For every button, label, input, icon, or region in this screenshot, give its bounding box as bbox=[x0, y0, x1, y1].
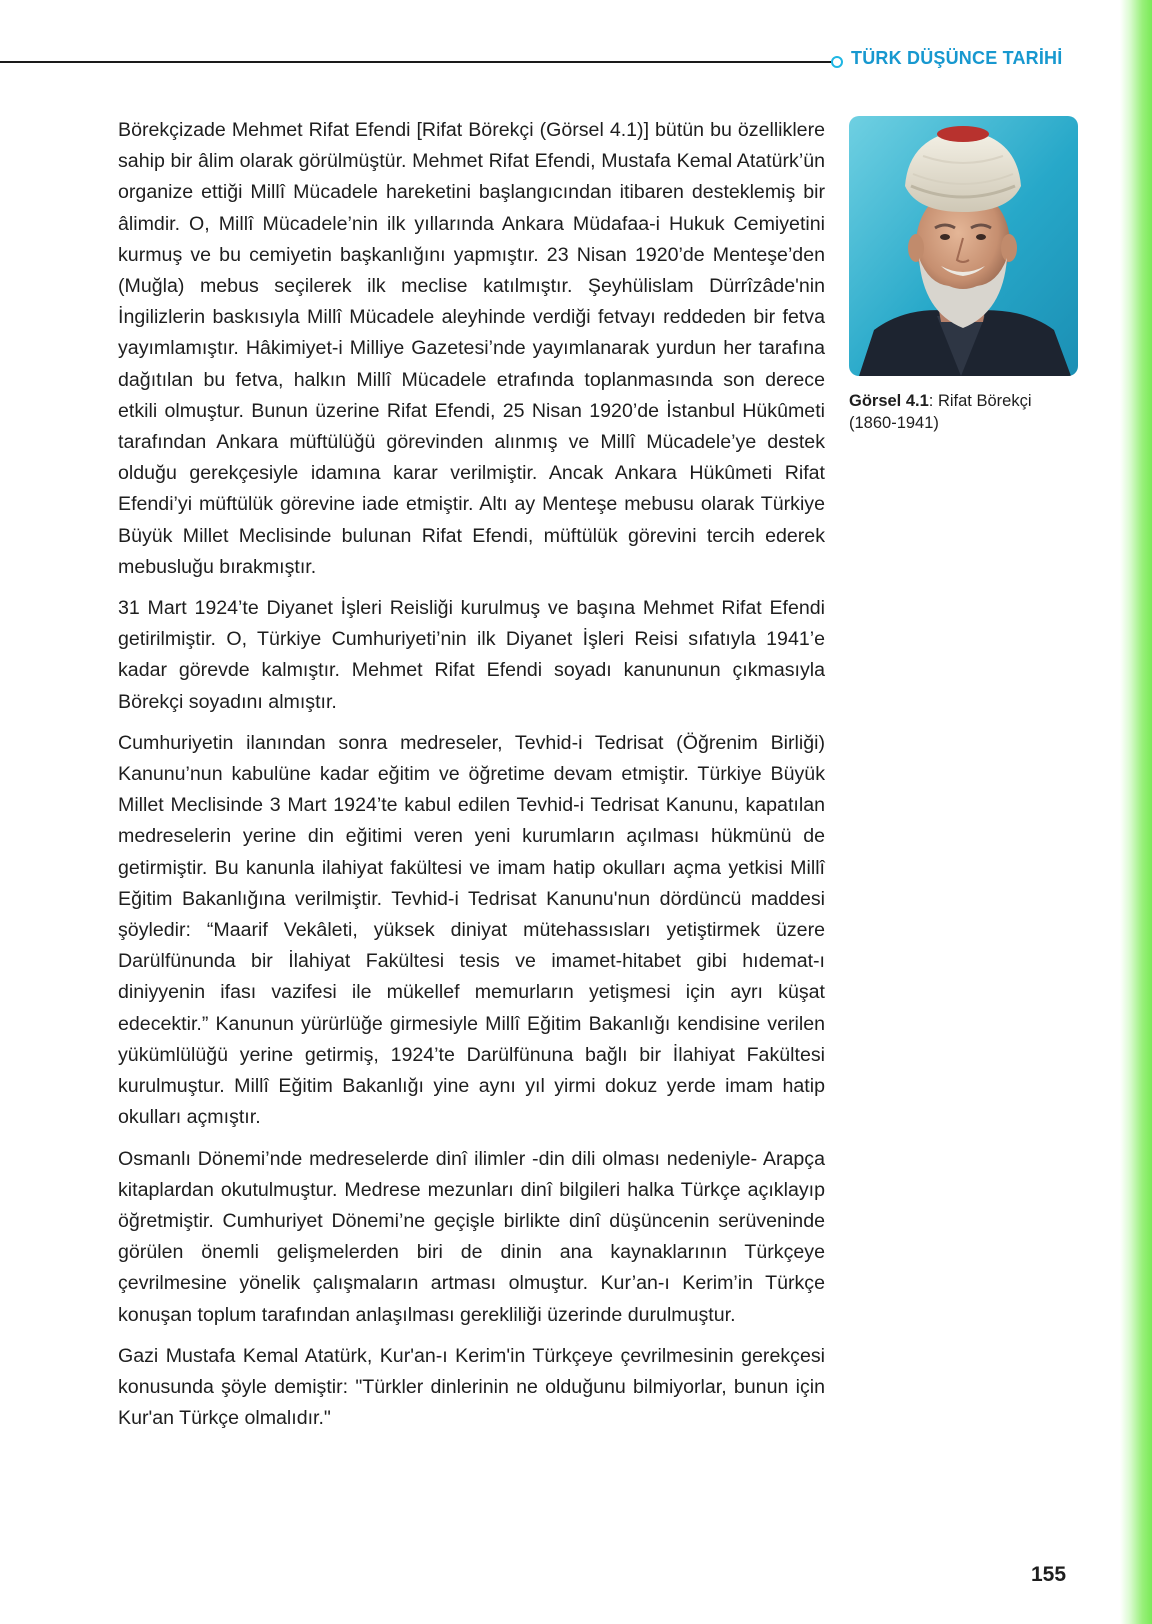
paragraph: Cumhuriyetin ilanından sonra medreseler, Tevhid-i Tedrisat (Öğrenim Birliği) Kanunu’nun kabulüne kadar eğitim ve öğretime devam etmiştir. Türkiye Büyük Millet Meclisinde 3 Mart 1924’te kabul edilen Tevhid-i Tedrisat Kanunu, kapatılan medreselerin yerine din eğitimi veren yeni kurumların açılması hükmünü de getirmiştir. Bu kanunla ilahiyat fakültesi ve imam hatip okulları açma yetkisi Millî Eğitim Bakanlığına verilmiştir. Tevhid-i Tedrisat Kanunu'nun dördüncü maddesi şöyledir: “Maarif Vekâleti, yüksek diniyat mütehassısları yetiştirmek üzere Darülfünunda bir İlahiyat Fakültesi tesis ve imamet-hitabet gibi hıdemat-ı diniyyenin ifası vazifesi ile mükellef memurların yetişmesi için ayrı küşat edecektir.” Kanunun yürürlüğe girmesiyle Millî Eğitim Bakanlığı kendisine verilen yükümlülüğü yerine getirmiş, 1924’te Darülfünuna bağlı bir İlahiyat Fakültesi kurulmuştur. Millî Eğitim Bakanlığı yine aynı yıl yirmi dokuz yerde imam hatip okulları açmıştır. bbox=[118, 731, 825, 1129]
page-edge-band bbox=[1120, 0, 1152, 1624]
portrait-photo bbox=[849, 116, 1078, 376]
paragraph: 31 Mart 1924’te Diyanet İşleri Reisliği kurulmuş ve başına Mehmet Rifat Efendi getirilmiştir. O, Türkiye Cumhuriyeti’nin ilk Diyanet İşleri Reisi sıfatıyla 1941’e kadar görevde kalmıştır. Mehmet Rifat Efendi soyadı kanununun çıkmasıyla Börekçi soyadını almıştır. bbox=[118, 597, 825, 713]
running-header-title: TÜRK DÜŞÜNCE TARİHİ bbox=[851, 48, 1063, 68]
paragraph: Osmanlı Dönemi’nde medreselerde dinî ilimler -din dili olması nedeniyle- Arapça kitaplardan okutulmuştur. Medrese mezunları dinî bilgileri halka Türkçe açıklayıp öğretmiştir. Cumhuriyet Dönemi’ne geçişle birlikte dinî düşüncenin serüveninde görülen önemli gelişmelerden biri de dinin ana kaynaklarının Türkçeye çevrilmesine yönelik çalışmaların artması olmuştur. Kur’an-ı Kerim’in Türkçe konuşan toplum tarafından anlaşılması gerekliliği üzerinde durulmuştur. bbox=[118, 1147, 825, 1326]
figure-caption-text: : Rifat Börekçi (1860-1941) bbox=[849, 392, 1032, 432]
figure-rifat-borekci bbox=[849, 116, 1078, 434]
body-text bbox=[118, 115, 825, 1444]
header-bullet-icon bbox=[831, 56, 843, 68]
figure-caption bbox=[849, 390, 1078, 434]
paragraph: Börekçizade Mehmet Rifat Efendi [Rifat Börekçi (Görsel 4.1)] bütün bu özelliklere sahip bir âlim olarak görülmüştür. Mehmet Rifat Efendi, Mustafa Kemal Atatürk’ün organize ettiği Millî Mücadele hareketini başlangıcından itibaren desteklemiş bir âlimdir. O, Millî Mücadele’nin ilk yıllarında Ankara Müdafaa-i Hukuk Cemiyetini kurmuş ve bu cemiyetin başkanlığını yapmıştır. 23 Nisan 1920’de Menteşe’den (Muğla) mebus seçilerek ilk meclise katılmıştır. Şeyhülislam Dürrîzâde'nin İngilizlerin baskısıyla Millî Mücadele aleyhinde verdiği fetvayı reddeden bir fetva yayımlamıştır. Hâkimiyet-i Milliye Gazetesi’nde yayımlanarak yurdun her tarafına dağıtılan bu fetva, halkın Millî Mücadele etrafında toplanmasında son derece etkili olmuştur. Bunun üzerine Rifat Efendi, 25 Nisan 1920’de İstanbul Hükûmeti tarafından Ankara müftülüğü görevinden alınmış ve Millî Mücadele’ye destek olduğu gerekçesiyle idamına karar verilmiştir. Ancak Ankara Hükûmeti Rifat Efendi’yi müftülük görevine iade etmiştir. Altı ay Menteşe mebusu olarak Türkiye Büyük Millet Meclisinde bulunan Rifat Efendi, müftülük görevini tercih ederek mebusluğu bırakmıştır. bbox=[118, 119, 825, 578]
figure-caption-label: Görsel 4.1 bbox=[849, 392, 929, 410]
header-rule bbox=[0, 61, 832, 63]
paragraph: Gazi Mustafa Kemal Atatürk, Kur'an-ı Kerim'in Türkçeye çevrilmesinin gerekçesi konusunda şöyle demiştir: "Türkler dinlerinin ne olduğunu bilmiyorlar, bunun için Kur'an Türkçe olmalıdır." bbox=[118, 1344, 825, 1430]
page-number: 155 bbox=[1031, 1563, 1067, 1586]
